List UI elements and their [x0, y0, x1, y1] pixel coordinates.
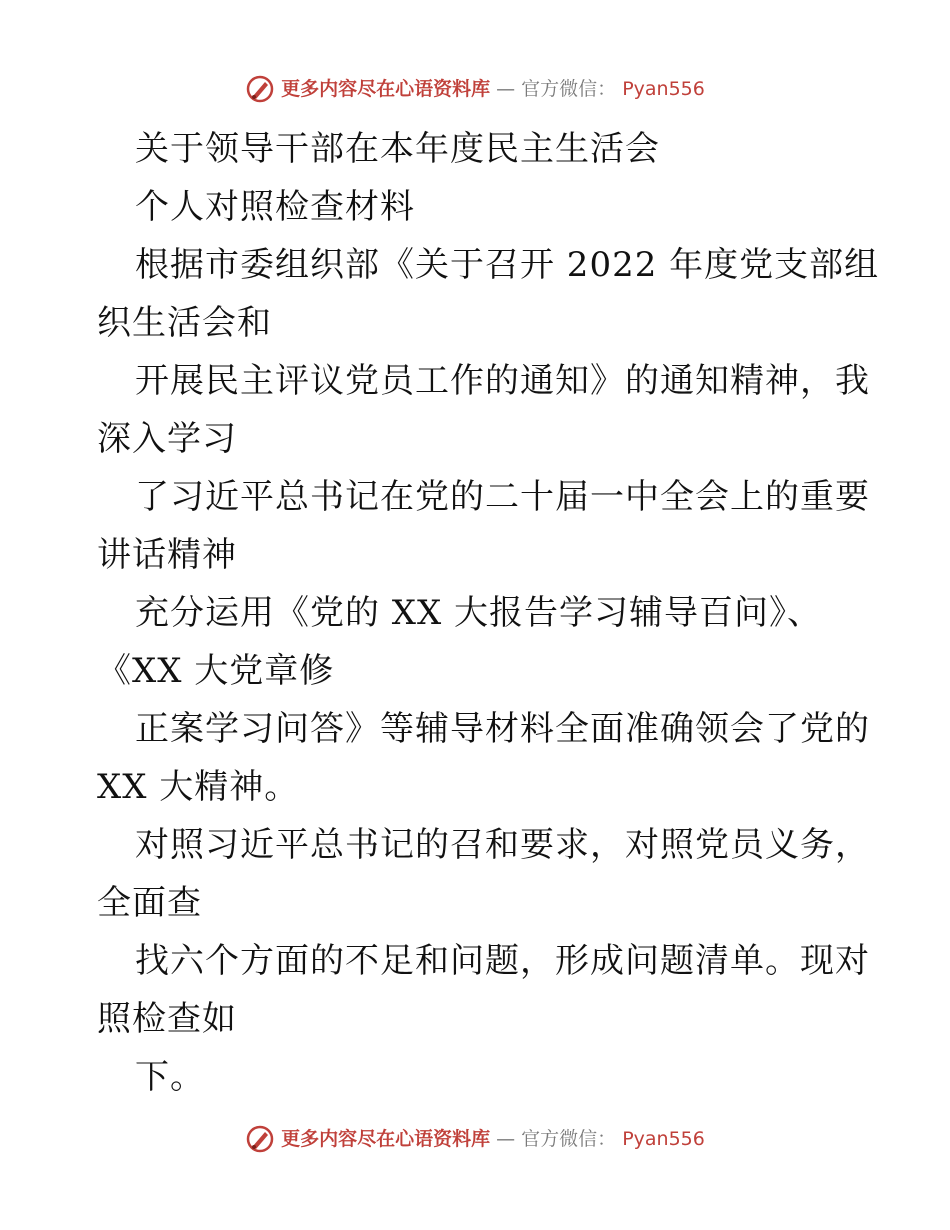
- watermark-header: [0, 74, 950, 104]
- text-line: 根据市委组织部《关于召开 2022 年度党支部组: [135, 245, 880, 285]
- watermark-main-text: 更多内容尽在心语资料库: [281, 1128, 491, 1150]
- text-line: 讲话精神: [97, 535, 237, 575]
- text-line: 下。: [135, 1057, 205, 1097]
- watermark-wechat-id: Pyan556: [622, 78, 705, 100]
- text-line: XX 大精神。: [97, 767, 300, 807]
- text-line: 对照习近平总书记的召和要求，对照党员义务，: [135, 825, 870, 865]
- watermark-footer: [0, 1124, 950, 1154]
- text-line: 找六个方面的不足和问题，形成问题清单。现对: [135, 941, 870, 981]
- document-body: [97, 120, 880, 1106]
- watermark-separator: —: [496, 1128, 516, 1150]
- text-line: 开展民主评议党员工作的通知》的通知精神，我: [135, 361, 870, 401]
- text-line: 照检查如: [97, 999, 237, 1039]
- text-line: 关于领导干部在本年度民主生活会: [135, 129, 660, 169]
- watermark-separator: —: [496, 78, 516, 100]
- text-line: 个人对照检查材料: [135, 187, 415, 227]
- text-line: 了习近平总书记在党的二十届一中全会上的重要: [135, 477, 870, 517]
- watermark-main-text: 更多内容尽在心语资料库: [281, 78, 491, 100]
- text-line: 全面查: [97, 883, 202, 923]
- text-line: 充分运用《党的 XX 大报告学习辅导百问》、: [135, 593, 823, 633]
- watermark-label: 官方微信：: [521, 1128, 617, 1150]
- pen-logo-icon: [245, 1124, 275, 1154]
- text-line: 深入学习: [97, 419, 237, 459]
- watermark-wechat-id: Pyan556: [622, 1128, 705, 1150]
- text-line: 《XX 大党章修: [97, 651, 335, 691]
- pen-logo-icon: [245, 74, 275, 104]
- text-line: 织生活会和: [97, 303, 272, 343]
- watermark-label: 官方微信：: [521, 78, 617, 100]
- text-line: 正案学习问答》等辅导材料全面准确领会了党的: [135, 709, 870, 749]
